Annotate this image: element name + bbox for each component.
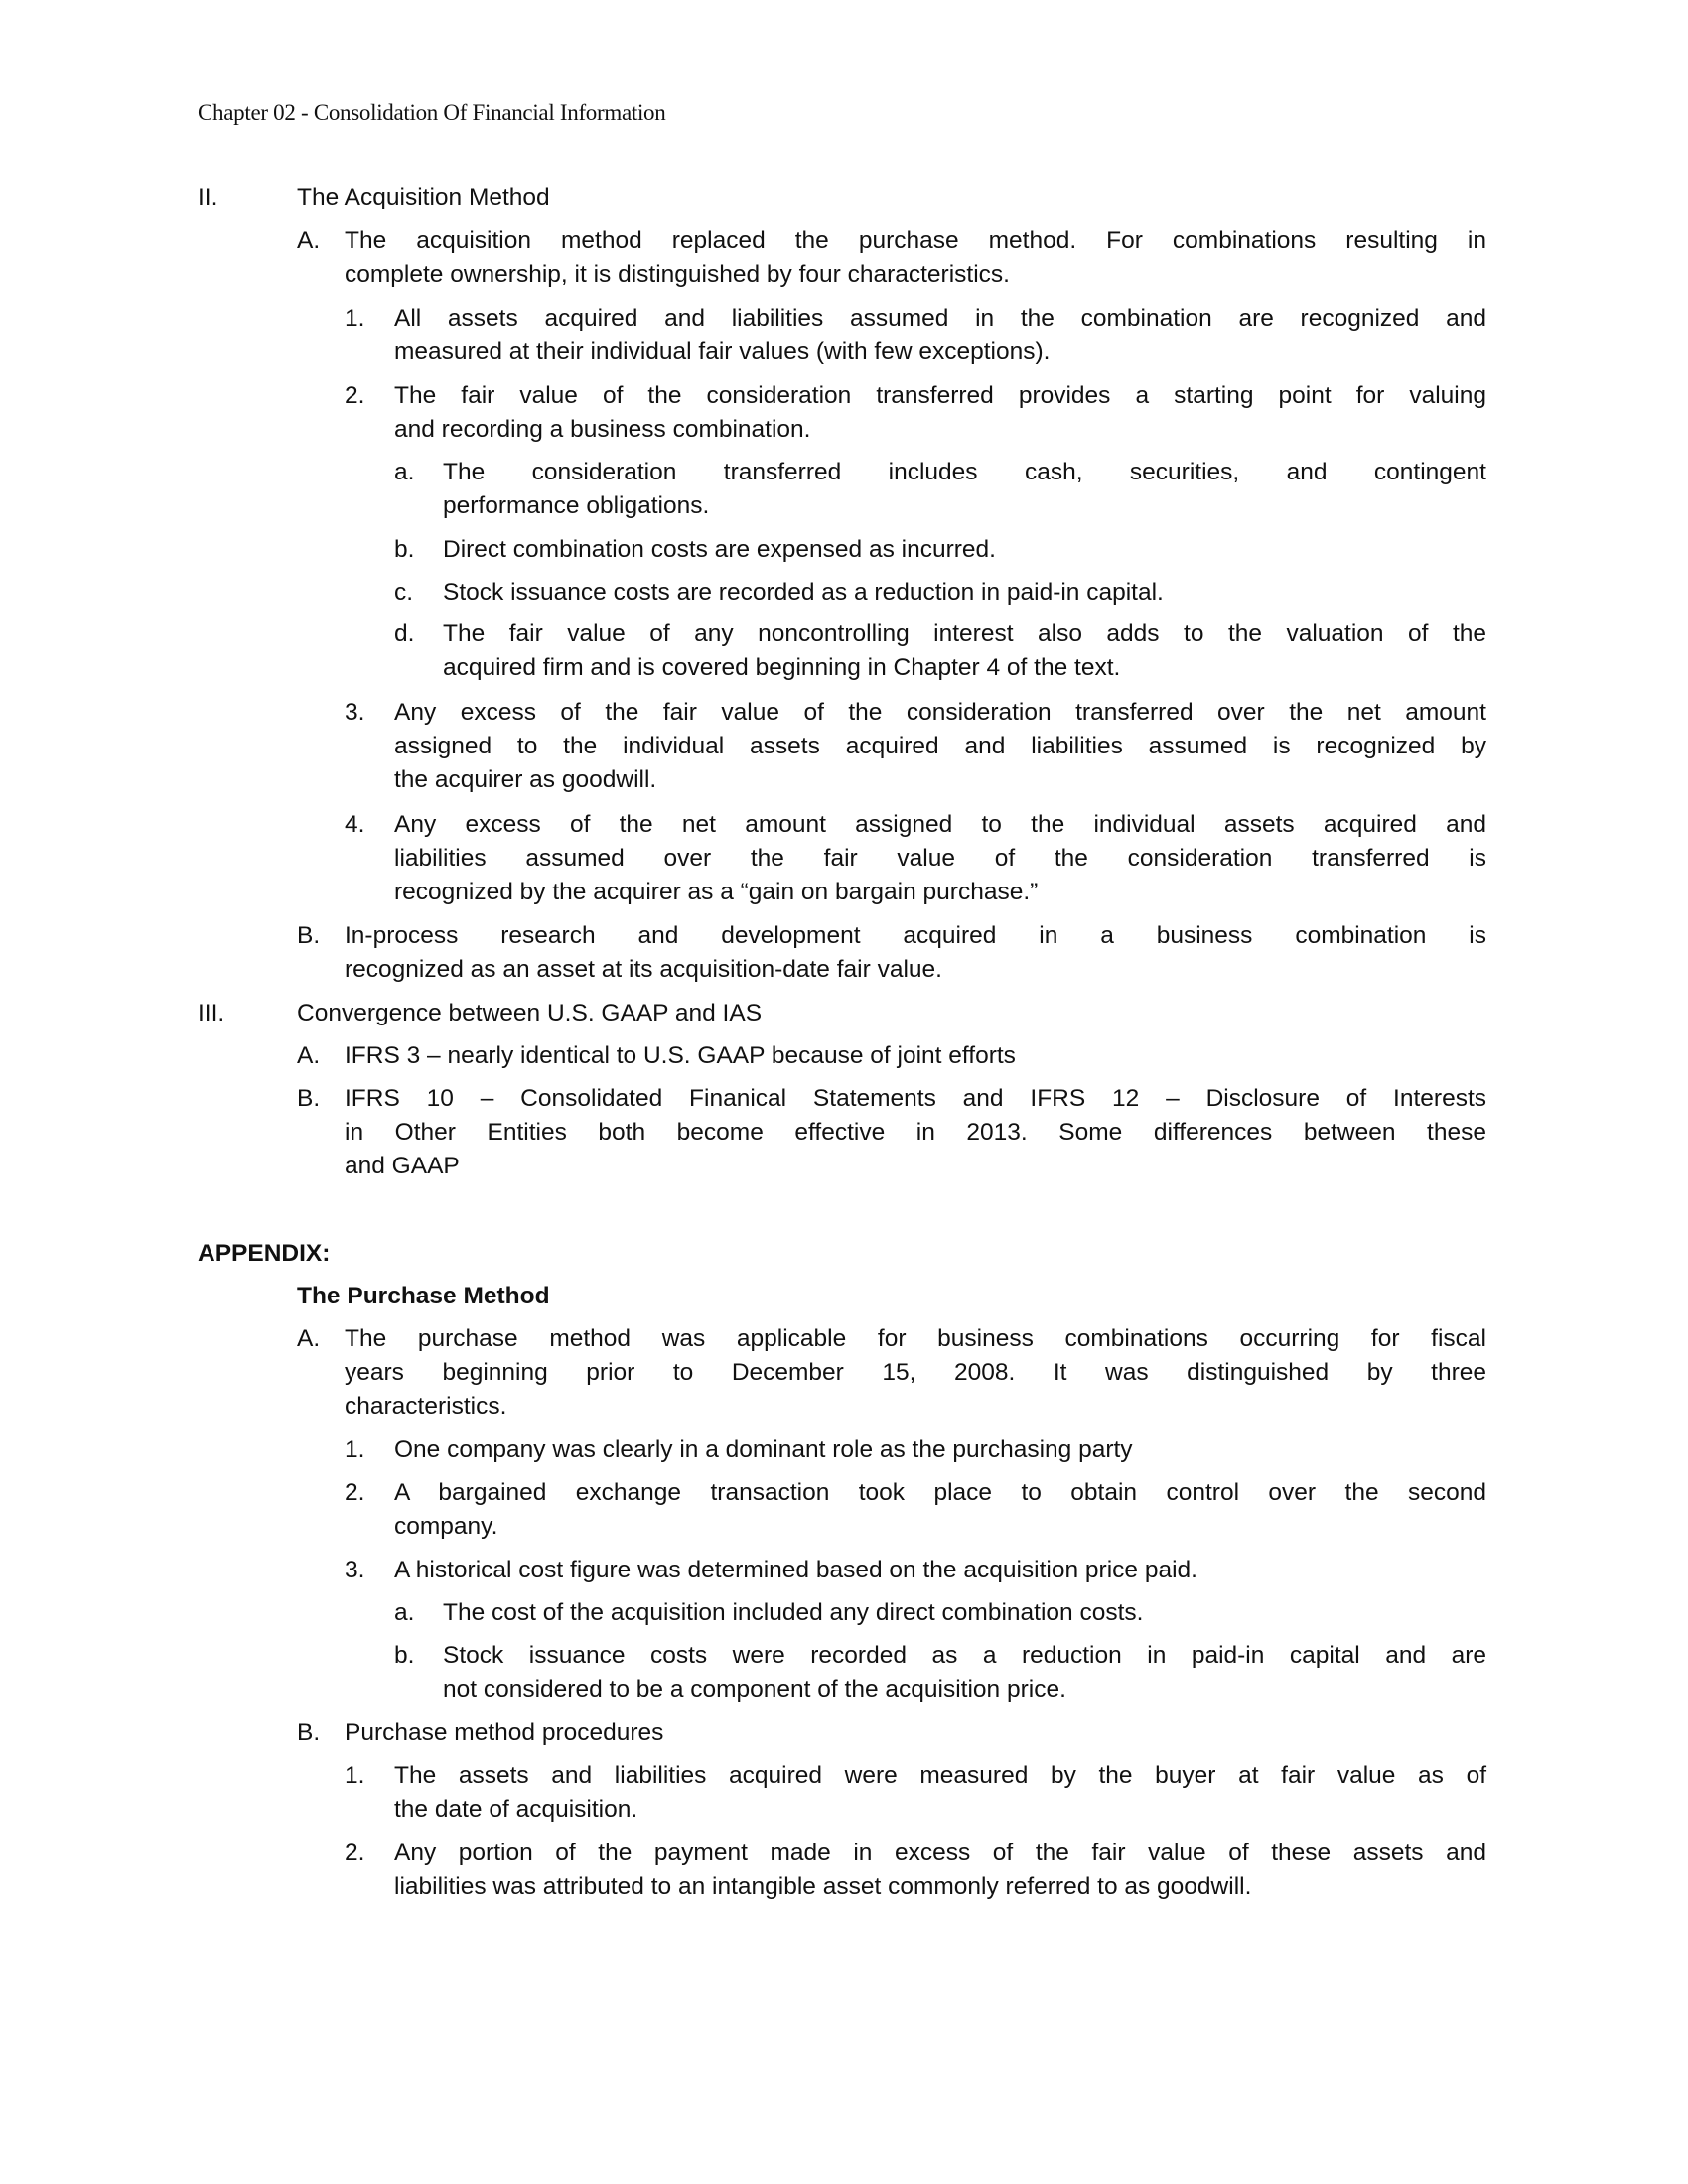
- outline-label: A.: [297, 227, 321, 254]
- outline-label: 1.: [345, 1762, 365, 1789]
- text-line: The cost of the acquisition included any direct combination costs.: [443, 1599, 1144, 1626]
- text-line: The Purchase Method: [297, 1283, 550, 1309]
- outline-label: 2.: [345, 382, 365, 409]
- outline-label: 1.: [345, 1436, 365, 1463]
- outline-text: [443, 617, 1486, 685]
- outline-label: b.: [394, 1642, 415, 1669]
- outline-label: a.: [394, 459, 415, 485]
- outline-label: b.: [394, 536, 415, 563]
- text-line: company.: [394, 1513, 498, 1540]
- outline-text: [394, 1476, 1486, 1544]
- outline-label: A.: [297, 1042, 321, 1069]
- outline-text: [443, 1596, 1486, 1630]
- outline-text: [443, 1639, 1486, 1706]
- text-line: and GAAP: [345, 1153, 460, 1179]
- text-line: the acquirer as goodwill.: [394, 766, 657, 793]
- outline-label: B.: [297, 1085, 321, 1112]
- outline-text: [394, 1554, 1486, 1587]
- text-line: Any portion of the payment made in excess of the fair value of these assets and: [394, 1840, 1486, 1866]
- text-line: IFRS 10 – Consolidated Finanical Statements and IFRS 12 – Disclosure of Interests: [345, 1085, 1486, 1112]
- outline-text: [394, 696, 1486, 797]
- text-line: and recording a business combination.: [394, 416, 811, 443]
- text-line: The Acquisition Method: [297, 184, 550, 210]
- text-line: assigned to the individual assets acquired and liabilities assumed is recognized by: [394, 733, 1486, 759]
- outline-text: [443, 456, 1486, 523]
- text-line: in Other Entities both become effective in 2013. Some differences between these: [345, 1119, 1486, 1146]
- outline-text: [297, 181, 1486, 214]
- text-line: recognized as an asset at its acquisition-date fair value.: [345, 956, 942, 983]
- outline-text: [297, 997, 1486, 1030]
- text-line: All assets acquired and liabilities assumed in the combination are recognized and: [394, 305, 1486, 332]
- text-line: In-process research and development acquired in a business combination is: [345, 922, 1486, 949]
- outline-label: B.: [297, 922, 321, 949]
- outline-label: 2.: [345, 1479, 365, 1506]
- outline-text: [443, 533, 1486, 567]
- text-line: Purchase method procedures: [345, 1719, 664, 1746]
- text-line: The consideration transferred includes cash, securities, and contingent: [443, 459, 1486, 485]
- outline-label: APPENDIX:: [198, 1240, 331, 1267]
- outline-text: [345, 224, 1486, 292]
- outline-label: B.: [297, 1719, 321, 1746]
- text-line: The acquisition method replaced the purchase method. For combinations resulting in: [345, 227, 1486, 254]
- outline-label: d.: [394, 620, 415, 647]
- text-line: The fair value of the consideration transferred provides a starting point for valuing: [394, 382, 1486, 409]
- outline-label: 4.: [345, 811, 365, 838]
- text-line: acquired firm and is covered beginning in Chapter 4 of the text.: [443, 654, 1121, 681]
- text-line: Any excess of the net amount assigned to the individual assets acquired and: [394, 811, 1486, 838]
- outline-text: [345, 919, 1486, 987]
- outline-label: 2.: [345, 1840, 365, 1866]
- text-line: performance obligations.: [443, 492, 710, 519]
- outline-text: [345, 1322, 1486, 1424]
- outline-text: [297, 1280, 1486, 1313]
- text-line: not considered to be a component of the acquisition price.: [443, 1676, 1066, 1703]
- text-line: years beginning prior to December 15, 2008. It was distinguished by three: [345, 1359, 1486, 1386]
- text-line: Stock issuance costs were recorded as a reduction in paid-in capital and are: [443, 1642, 1486, 1669]
- outline-label: A.: [297, 1325, 321, 1352]
- text-line: measured at their individual fair values (with few exceptions).: [394, 339, 1051, 365]
- outline-text: [394, 1759, 1486, 1827]
- text-line: IFRS 3 – nearly identical to U.S. GAAP because of joint efforts: [345, 1042, 1016, 1069]
- text-line: The fair value of any noncontrolling interest also adds to the valuation of the: [443, 620, 1486, 647]
- text-line: Stock issuance costs are recorded as a reduction in paid-in capital.: [443, 579, 1164, 606]
- text-line: A historical cost figure was determined based on the acquisition price paid.: [394, 1557, 1197, 1583]
- text-line: recognized by the acquirer as a “gain on bargain purchase.”: [394, 879, 1039, 905]
- outline-text: [394, 1837, 1486, 1904]
- text-line: liabilities was attributed to an intangible asset commonly referred to as goodwill.: [394, 1873, 1252, 1900]
- text-line: Any excess of the fair value of the consideration transferred over the net amount: [394, 699, 1486, 726]
- text-line: characteristics.: [345, 1393, 507, 1420]
- outline-label: 3.: [345, 699, 365, 726]
- text-line: One company was clearly in a dominant role as the purchasing party: [394, 1436, 1133, 1463]
- outline-text: [394, 1433, 1486, 1467]
- outline-label: III.: [198, 1000, 225, 1026]
- outline-label: 3.: [345, 1557, 365, 1583]
- page-header: Chapter 02 - Consolidation Of Financial Information: [198, 100, 666, 125]
- text-line: Direct combination costs are expensed as incurred.: [443, 536, 996, 563]
- outline-text: [345, 1716, 1486, 1750]
- outline-text: [394, 808, 1486, 909]
- outline-text: [345, 1082, 1486, 1183]
- outline-text: [394, 302, 1486, 369]
- text-line: complete ownership, it is distinguished by four characteristics.: [345, 261, 1010, 288]
- outline-text: [443, 576, 1486, 610]
- outline-text: [394, 379, 1486, 447]
- text-line: The purchase method was applicable for business combinations occurring for fiscal: [345, 1325, 1486, 1352]
- text-line: Convergence between U.S. GAAP and IAS: [297, 1000, 763, 1026]
- outline-label: 1.: [345, 305, 365, 332]
- text-line: The assets and liabilities acquired were measured by the buyer at fair value as of: [394, 1762, 1486, 1789]
- outline-label: II.: [198, 184, 218, 210]
- text-line: A bargained exchange transaction took place to obtain control over the second: [394, 1479, 1486, 1506]
- text-line: the date of acquisition.: [394, 1796, 638, 1823]
- outline-label: c.: [394, 579, 414, 606]
- text-line: liabilities assumed over the fair value of the consideration transferred is: [394, 845, 1486, 872]
- outline-label: a.: [394, 1599, 415, 1626]
- outline-text: [345, 1039, 1486, 1073]
